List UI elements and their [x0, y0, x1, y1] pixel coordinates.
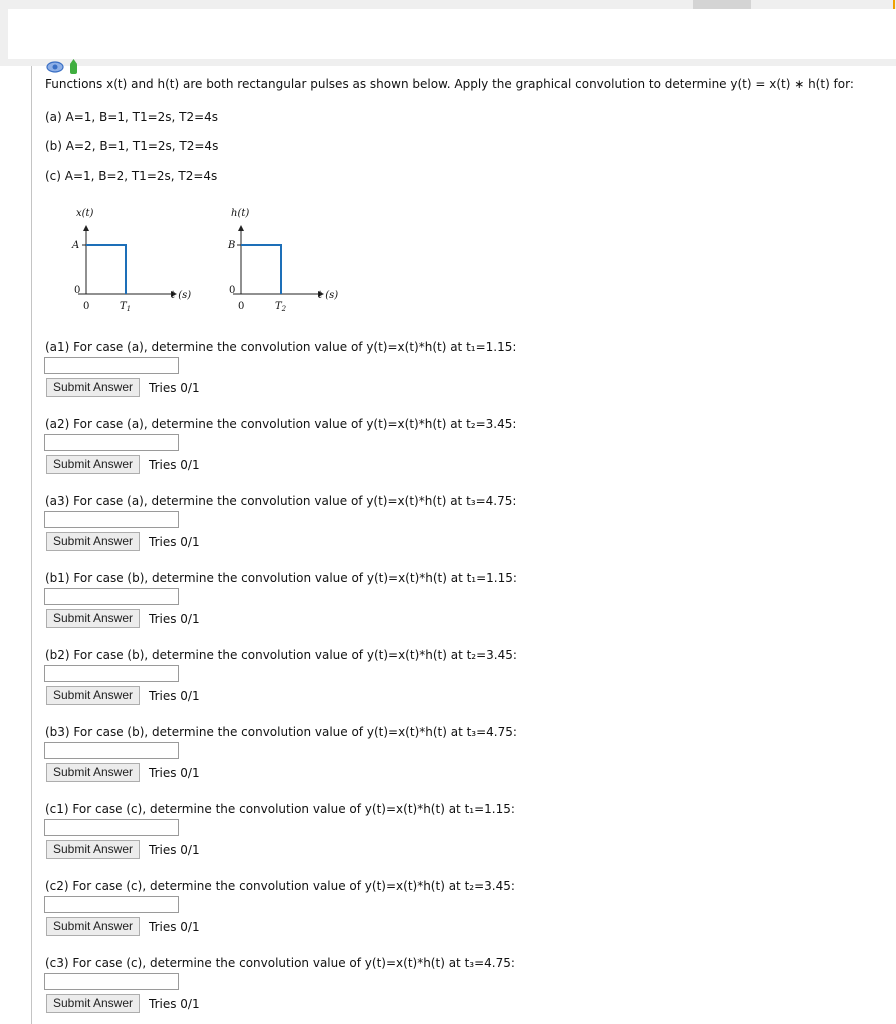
- tries-count-b3: Tries 0/1: [149, 766, 200, 780]
- answer-input-b3[interactable]: [44, 742, 179, 759]
- problem-icons: [46, 59, 86, 75]
- question-prompt-c2: (c2) For case (c), determine the convolution value of y(t)=x(t)*h(t) at t₂=3.45:: [45, 879, 515, 893]
- tries-count-a3: Tries 0/1: [149, 535, 200, 549]
- h-zero-y: 0: [229, 285, 236, 296]
- answer-input-a1[interactable]: [44, 357, 179, 374]
- question-prompt-b1: (b1) For case (b), determine the convolution value of y(t)=x(t)*h(t) at t₁=1.15:: [45, 571, 517, 585]
- x-end-label: $T_1$: [120, 301, 132, 313]
- h-pulse-plot: [227, 208, 338, 313]
- x-func-label: x(t): [76, 208, 94, 219]
- question-prompt-b2: (b2) For case (b), determine the convolution value of y(t)=x(t)*h(t) at t₂=3.45:: [45, 648, 517, 662]
- tries-count-c2: Tries 0/1: [149, 920, 200, 934]
- h-axis-label: t (s): [318, 290, 339, 301]
- hint-drop-icon[interactable]: [70, 59, 77, 74]
- answer-input-c2[interactable]: [44, 896, 179, 913]
- x-amp-label: A: [72, 240, 80, 251]
- h-amp-label: B: [228, 240, 236, 251]
- question-prompt-c3: (c3) For case (c), determine the convolution value of y(t)=x(t)*h(t) at t₃=4.75:: [45, 956, 515, 970]
- answer-input-c3[interactable]: [44, 973, 179, 990]
- x-zero-y: 0: [74, 285, 81, 296]
- submit-button-a3[interactable]: Submit Answer: [46, 532, 140, 551]
- case-c: (c) A=1, B=2, T1=2s, T2=4s: [45, 169, 218, 183]
- h-zero-x: 0: [238, 301, 245, 312]
- tries-count-c3: Tries 0/1: [149, 997, 200, 1011]
- submit-button-a1[interactable]: Submit Answer: [46, 378, 140, 397]
- tries-count-a2: Tries 0/1: [149, 458, 200, 472]
- x-axis-label: t (s): [171, 290, 192, 301]
- case-a: (a) A=1, B=1, T1=2s, T2=4s: [45, 110, 219, 124]
- edge-marker: [893, 0, 895, 9]
- answer-input-a3[interactable]: [44, 511, 179, 528]
- x-zero-x: 0: [83, 301, 90, 312]
- submit-button-b2[interactable]: Submit Answer: [46, 686, 140, 705]
- question-prompt-b3: (b3) For case (b), determine the convolution value of y(t)=x(t)*h(t) at t₃=4.75:: [45, 725, 517, 739]
- pulse-diagram: [40, 198, 370, 318]
- x-pulse-plot: [71, 208, 191, 313]
- answer-input-b2[interactable]: [44, 665, 179, 682]
- submit-button-c2[interactable]: Submit Answer: [46, 917, 140, 936]
- eye-icon[interactable]: [47, 62, 63, 72]
- problem-intro: Functions x(t) and h(t) are both rectangular pulses as shown below. Apply the graphical convolution to determine y(t) = x(t) ∗ h(t) for:: [45, 77, 854, 91]
- submit-button-b3[interactable]: Submit Answer: [46, 763, 140, 782]
- tries-count-b1: Tries 0/1: [149, 612, 200, 626]
- answer-input-b1[interactable]: [44, 588, 179, 605]
- tries-count-c1: Tries 0/1: [149, 843, 200, 857]
- submit-button-c1[interactable]: Submit Answer: [46, 840, 140, 859]
- tries-count-a1: Tries 0/1: [149, 381, 200, 395]
- h-end-label: $T_2$: [275, 301, 287, 313]
- tries-count-b2: Tries 0/1: [149, 689, 200, 703]
- submit-button-a2[interactable]: Submit Answer: [46, 455, 140, 474]
- question-prompt-a2: (a2) For case (a), determine the convolution value of y(t)=x(t)*h(t) at t₂=3.45:: [45, 417, 517, 431]
- submit-button-c3[interactable]: Submit Answer: [46, 994, 140, 1013]
- question-prompt-c1: (c1) For case (c), determine the convolution value of y(t)=x(t)*h(t) at t₁=1.15:: [45, 802, 515, 816]
- question-prompt-a1: (a1) For case (a), determine the convolution value of y(t)=x(t)*h(t) at t₁=1.15:: [45, 340, 517, 354]
- h-func-label: h(t): [231, 208, 250, 219]
- answer-input-c1[interactable]: [44, 819, 179, 836]
- content-border: [31, 66, 32, 1024]
- top-tab[interactable]: [693, 0, 751, 9]
- question-prompt-a3: (a3) For case (a), determine the convolution value of y(t)=x(t)*h(t) at t₃=4.75:: [45, 494, 517, 508]
- answer-input-a2[interactable]: [44, 434, 179, 451]
- case-b: (b) A=2, B=1, T1=2s, T2=4s: [45, 139, 219, 153]
- submit-button-b1[interactable]: Submit Answer: [46, 609, 140, 628]
- top-panel: [8, 9, 896, 59]
